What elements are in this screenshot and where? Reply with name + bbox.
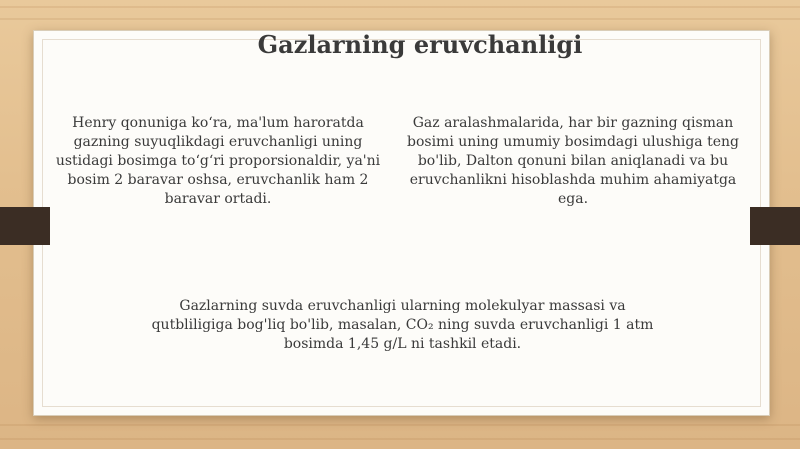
right-accent-tab — [750, 207, 800, 245]
left-accent-tab — [0, 207, 50, 245]
left-paragraph: Henry qonuniga ko‘ra, ma'lum haroratda gazning suyuqlikdagi eruvchanligi uning ustidagi bosimga to‘g‘ri proporsionaldir, ya'ni bosim 2 baravar oshsa, eruvchanlik ham 2 baravar ortadi. — [55, 115, 381, 207]
wood-grain — [0, 424, 800, 426]
wood-grain — [0, 6, 800, 8]
wood-grain — [0, 438, 800, 440]
slide-title: Gazlarning eruvchanligi — [257, 30, 583, 59]
right-paragraph: Gaz aralashmalarida, har bir gazning qisman bosimi uning umumiy bosimdagi ulushiga teng bo'lib, Dalton qonuni bilan aniqlanadi va bu eruvchanlikni hisoblashda muhim ahamiyatga ega. — [407, 115, 739, 207]
slide-card — [33, 30, 770, 416]
bottom-paragraph: Gazlarning suvda eruvchanligi ularning molekulyar massasi va qutbliligiga bog'liq bo'lib, masalan, CO₂ ning suvda eruvchanligi 1 atm bosimda 1,45 g/L ni tashkil etadi. — [151, 298, 654, 352]
wood-grain — [0, 18, 800, 20]
